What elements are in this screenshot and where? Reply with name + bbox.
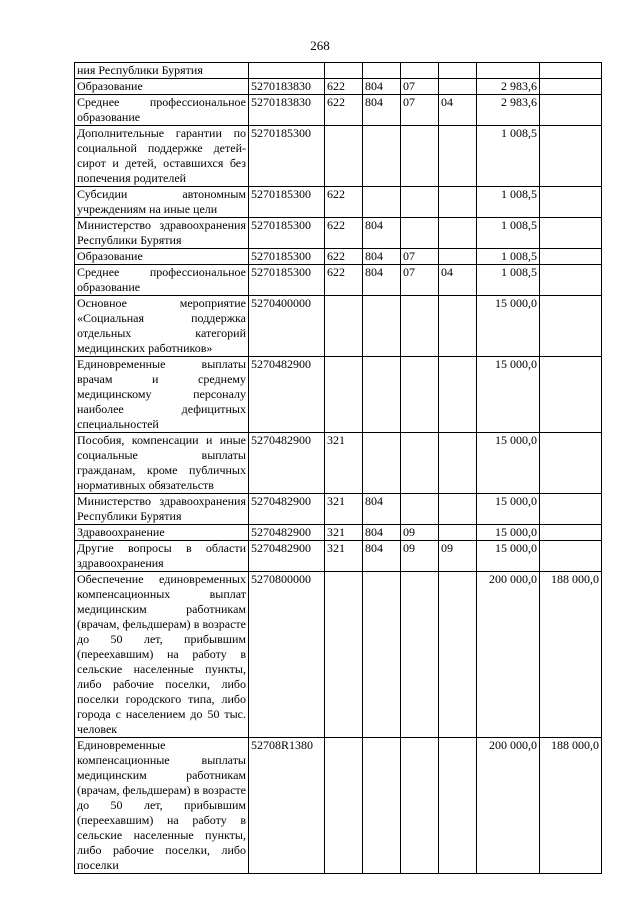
- ministry-code-cell: [363, 126, 401, 187]
- target-code-cell: 5270482900: [249, 433, 325, 494]
- budget-table: [74, 62, 602, 874]
- target-code-cell: 5270800000: [249, 572, 325, 738]
- expense-name-cell: Пособия, компенсации и иные социальные выплаты гражданам, кроме публичных нормативных обязательств: [75, 433, 249, 494]
- expense-name-cell: ния Республики Бурятия: [75, 63, 249, 79]
- subsection-cell: [439, 525, 477, 541]
- amount-cell: [477, 63, 540, 79]
- target-code-cell: 5270482900: [249, 525, 325, 541]
- expense-type-cell: [325, 572, 363, 738]
- subsection-cell: [439, 249, 477, 265]
- amount-cell: 2 983,6: [477, 95, 540, 126]
- amount-cell: 15 000,0: [477, 541, 540, 572]
- amount-federal-cell: 188 000,0: [540, 738, 602, 874]
- expense-type-cell: 622: [325, 249, 363, 265]
- table-row: [75, 494, 602, 525]
- section-cell: [401, 218, 439, 249]
- ministry-code-cell: [363, 63, 401, 79]
- expense-name-cell: Единовременные выплаты врачам и среднему медицинскому персоналу наиболее дефицитных специальностей: [75, 357, 249, 433]
- amount-cell: 1 008,5: [477, 218, 540, 249]
- subsection-cell: [439, 357, 477, 433]
- ministry-code-cell: [363, 357, 401, 433]
- target-code-cell: 5270185300: [249, 126, 325, 187]
- section-cell: [401, 187, 439, 218]
- expense-type-cell: [325, 63, 363, 79]
- expense-type-cell: 622: [325, 95, 363, 126]
- expense-name-cell: Образование: [75, 79, 249, 95]
- ministry-code-cell: 804: [363, 525, 401, 541]
- expense-name-cell: Другие вопросы в области здравоохранения: [75, 541, 249, 572]
- subsection-cell: [439, 218, 477, 249]
- amount-cell: 1 008,5: [477, 126, 540, 187]
- expense-name-cell: Образование: [75, 249, 249, 265]
- table-row: [75, 187, 602, 218]
- section-cell: [401, 357, 439, 433]
- subsection-cell: 04: [439, 95, 477, 126]
- subsection-cell: 09: [439, 541, 477, 572]
- target-code-cell: 5270400000: [249, 296, 325, 357]
- table-row: [75, 63, 602, 79]
- amount-cell: 15 000,0: [477, 525, 540, 541]
- subsection-cell: [439, 433, 477, 494]
- amount-cell: 2 983,6: [477, 79, 540, 95]
- ministry-code-cell: 804: [363, 494, 401, 525]
- expense-name-cell: Министерство здравоохранения Республики Бурятия: [75, 494, 249, 525]
- amount-federal-cell: [540, 249, 602, 265]
- expense-name-cell: Субсидии автономным учреждениям на иные цели: [75, 187, 249, 218]
- expense-type-cell: [325, 126, 363, 187]
- expense-name-cell: Единовременные компенсационные выплаты медицинским работникам (врачам, фельдшерам) в возрасте до 50 лет, прибывшим (переехавшим) на работу в сельские населенные пункты, либо рабочие поселки, либо поселки: [75, 738, 249, 874]
- table-row: [75, 249, 602, 265]
- expense-type-cell: 321: [325, 525, 363, 541]
- amount-federal-cell: [540, 357, 602, 433]
- table-row: [75, 126, 602, 187]
- section-cell: [401, 63, 439, 79]
- target-code-cell: 5270185300: [249, 218, 325, 249]
- amount-cell: 1 008,5: [477, 249, 540, 265]
- ministry-code-cell: [363, 433, 401, 494]
- amount-federal-cell: 188 000,0: [540, 572, 602, 738]
- expense-type-cell: 321: [325, 494, 363, 525]
- expense-type-cell: 622: [325, 79, 363, 95]
- amount-cell: 15 000,0: [477, 433, 540, 494]
- target-code-cell: 5270482900: [249, 541, 325, 572]
- amount-federal-cell: [540, 494, 602, 525]
- table-row: [75, 541, 602, 572]
- expense-name-cell: Среднее профессиональное образование: [75, 265, 249, 296]
- subsection-cell: [439, 572, 477, 738]
- amount-federal-cell: [540, 79, 602, 95]
- ministry-code-cell: 804: [363, 265, 401, 296]
- amount-federal-cell: [540, 187, 602, 218]
- table-body: [75, 63, 602, 874]
- target-code-cell: 5270482900: [249, 494, 325, 525]
- subsection-cell: [439, 494, 477, 525]
- target-code-cell: 5270183830: [249, 95, 325, 126]
- ministry-code-cell: [363, 572, 401, 738]
- section-cell: [401, 433, 439, 494]
- ministry-code-cell: 804: [363, 79, 401, 95]
- amount-federal-cell: [540, 541, 602, 572]
- expense-type-cell: 622: [325, 265, 363, 296]
- section-cell: 07: [401, 249, 439, 265]
- subsection-cell: [439, 738, 477, 874]
- expense-name-cell: Дополнительные гарантии по социальной поддержке детей-сирот и детей, оставшихся без попечения родителей: [75, 126, 249, 187]
- section-cell: 07: [401, 79, 439, 95]
- expense-type-cell: 622: [325, 218, 363, 249]
- amount-federal-cell: [540, 126, 602, 187]
- subsection-cell: 04: [439, 265, 477, 296]
- table-row: [75, 265, 602, 296]
- ministry-code-cell: 804: [363, 541, 401, 572]
- amount-federal-cell: [540, 218, 602, 249]
- expense-type-cell: 321: [325, 541, 363, 572]
- target-code-cell: 52708R1380: [249, 738, 325, 874]
- amount-cell: 15 000,0: [477, 296, 540, 357]
- ministry-code-cell: 804: [363, 249, 401, 265]
- subsection-cell: [439, 79, 477, 95]
- expense-type-cell: [325, 357, 363, 433]
- page-number: 268: [310, 38, 330, 53]
- amount-federal-cell: [540, 433, 602, 494]
- amount-cell: 1 008,5: [477, 265, 540, 296]
- table-row: [75, 738, 602, 874]
- table-row: [75, 79, 602, 95]
- amount-cell: 1 008,5: [477, 187, 540, 218]
- ministry-code-cell: [363, 187, 401, 218]
- section-cell: [401, 494, 439, 525]
- target-code-cell: 5270183830: [249, 79, 325, 95]
- section-cell: 07: [401, 265, 439, 296]
- table-row: [75, 296, 602, 357]
- target-code-cell: 5270185300: [249, 249, 325, 265]
- subsection-cell: [439, 63, 477, 79]
- expense-name-cell: Обеспечение единовременных компенсационных выплат медицинским работникам (врачам, фельдшерам) в возрасте до 50 лет, прибывшим (переехавшим) на работу в сельские населенные пункты, либо рабочие поселки, либо поселки городского типа, либо города с населением до 50 тыс. человек: [75, 572, 249, 738]
- subsection-cell: [439, 187, 477, 218]
- expense-type-cell: [325, 296, 363, 357]
- expense-name-cell: Основное мероприятие «Социальная поддержка отдельных категорий медицинских работников»: [75, 296, 249, 357]
- section-cell: [401, 126, 439, 187]
- expense-type-cell: [325, 738, 363, 874]
- amount-federal-cell: [540, 296, 602, 357]
- section-cell: [401, 296, 439, 357]
- amount-cell: 200 000,0: [477, 738, 540, 874]
- subsection-cell: [439, 126, 477, 187]
- table-row: [75, 95, 602, 126]
- section-cell: 07: [401, 95, 439, 126]
- amount-federal-cell: [540, 525, 602, 541]
- table-row: [75, 572, 602, 738]
- amount-federal-cell: [540, 265, 602, 296]
- expense-name-cell: Среднее профессиональное образование: [75, 95, 249, 126]
- target-code-cell: 5270482900: [249, 357, 325, 433]
- ministry-code-cell: 804: [363, 95, 401, 126]
- amount-federal-cell: [540, 63, 602, 79]
- expense-name-cell: Министерство здравоохранения Республики Бурятия: [75, 218, 249, 249]
- target-code-cell: 5270185300: [249, 265, 325, 296]
- table-row: [75, 218, 602, 249]
- subsection-cell: [439, 296, 477, 357]
- amount-cell: 200 000,0: [477, 572, 540, 738]
- section-cell: 09: [401, 525, 439, 541]
- ministry-code-cell: 804: [363, 218, 401, 249]
- target-code-cell: [249, 63, 325, 79]
- target-code-cell: 5270185300: [249, 187, 325, 218]
- section-cell: [401, 572, 439, 738]
- amount-cell: 15 000,0: [477, 494, 540, 525]
- expense-type-cell: 622: [325, 187, 363, 218]
- table-row: [75, 433, 602, 494]
- table-row: [75, 525, 602, 541]
- expense-type-cell: 321: [325, 433, 363, 494]
- expense-name-cell: Здравоохранение: [75, 525, 249, 541]
- amount-federal-cell: [540, 95, 602, 126]
- section-cell: 09: [401, 541, 439, 572]
- section-cell: [401, 738, 439, 874]
- ministry-code-cell: [363, 296, 401, 357]
- ministry-code-cell: [363, 738, 401, 874]
- amount-cell: 15 000,0: [477, 357, 540, 433]
- table-row: [75, 357, 602, 433]
